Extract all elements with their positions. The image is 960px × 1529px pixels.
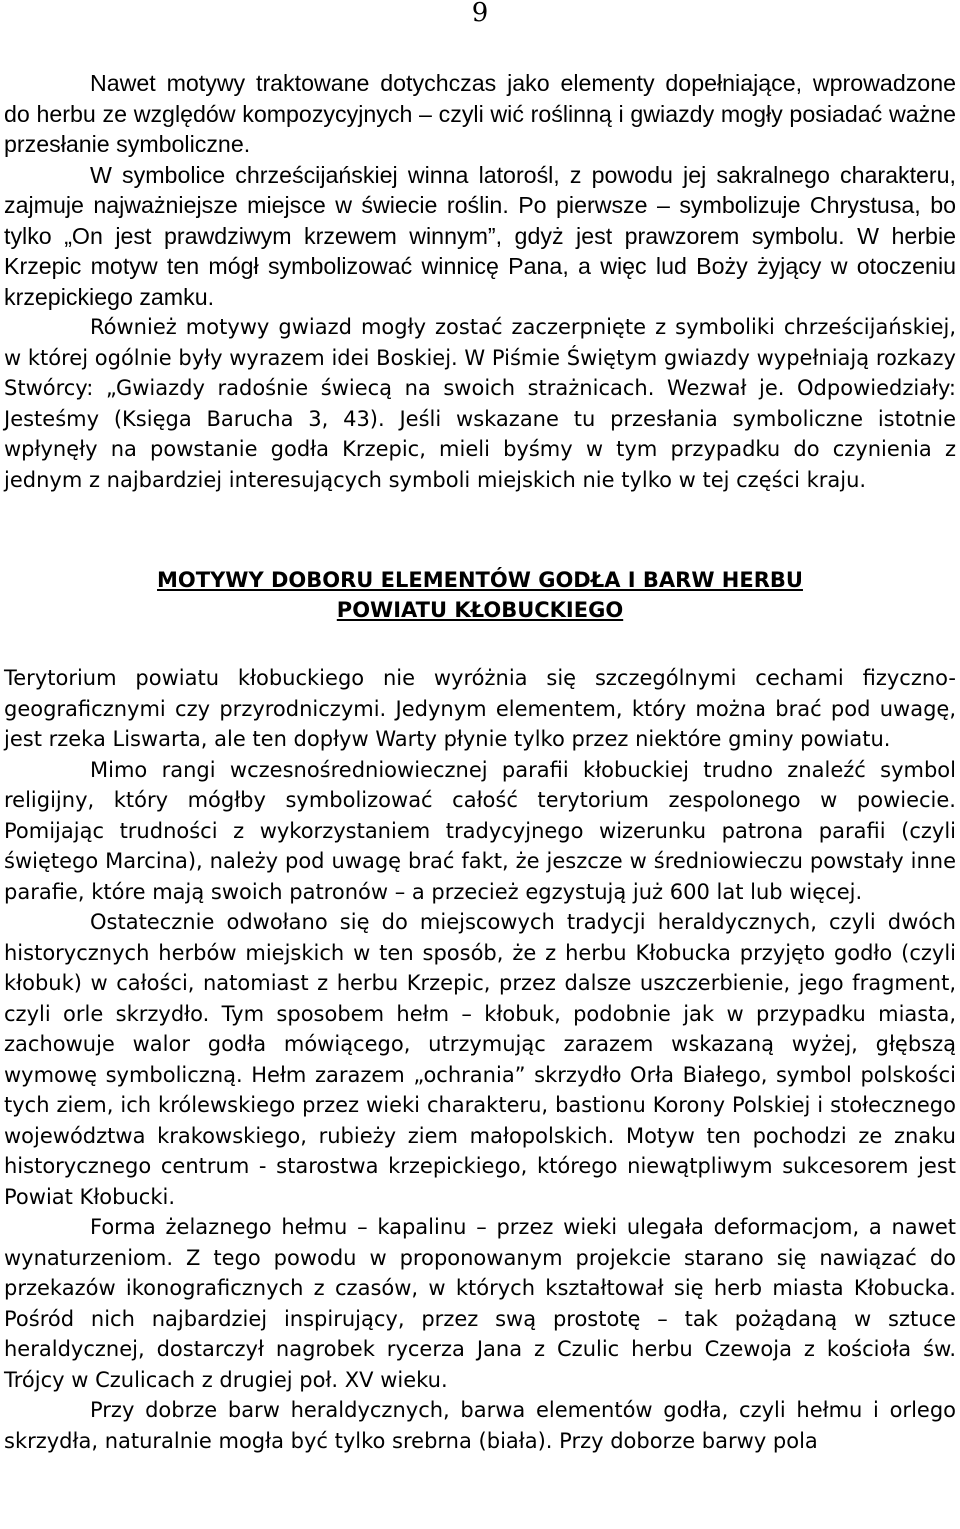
page-number: 9	[471, 0, 489, 28]
paragraph: Mimo rangi wczesnośredniowiecznej parafii kłobuckiej trudno znaleźć symbol religijny, który mógłby symbolizować całość terytorium zespolonego w powiecie. Pomijając trudności z wykorzystaniem tradycyjnego wizerunku patrona parafii (czyli świętego Marcina), należy pod uwagę brać fakt, że jeszcze w średniowieczu powstały inne parafie, które mają swoich patronów – a przecież egzystują już 600 lat lub więcej.	[4, 757, 956, 904]
paragraph: Ostatecznie odwołano się do miejscowych tradycji heraldycznych, czyli dwóch historycznych herbów miejskich w ten sposób, że z herbu Kłobucka przyjęto godło (czyli kłobuk) w całości, natomiast z herbu Krzepic, przez dalsze uszczerbienie, jego fragment, czyli orle skrzydło. Tym sposobem hełm – kłobuk, podobnie jak w przypadku miasta, zachowuje walor godła mówiącego, utrzymując zarazem wskazaną wyżej, głębszą wymowę symboliczną. Hełm zarazem „ochrania” skrzydło Orła Białego, symbol polskości tych ziem, ich królewskiego przez wieki charakteru, bastionu Korony Polskiej i stołecznego województwa krakowskiego, rubieży ziem małopolskich. Motyw ten pochodzi ze znaku historycznego centrum - starostwa krzepickiego, którego niewątpliwym sukcesorem jest Powiat Kłobucki.	[4, 910, 956, 1209]
page-content	[4, 68, 956, 1456]
paragraph: Nawet motywy traktowane dotychczas jako elementy dopełniające, wprowadzone do herbu ze względów kompozycyjnych – czyli wić roślinną i gwiazdy mogły posiadać ważne przesłanie symboliczne.	[4, 70, 956, 157]
section-heading-line: MOTYWY DOBORU ELEMENTÓW GODŁA I BARW HERBU	[157, 568, 803, 592]
paragraph: Przy dobrze barw heraldycznych, barwa elementów godła, czyli hełmu i orlego skrzydła, naturalnie mogła być tylko srebrna (biała). Przy doborze barwy pola	[4, 1398, 956, 1453]
section-heading	[4, 565, 956, 625]
paragraph: Terytorium powiatu kłobuckiego nie wyróżnia się szczególnymi cechami fizyczno-geograficznymi czy przyrodniczymi. Jedynym elementem, który można brać pod uwagę, jest rzeka Liswarta, ale ten dopływ Warty płynie tylko przez niektóre gminy powiatu.	[4, 666, 956, 751]
section-heading-line: POWIATU KŁOBUCKIEGO	[336, 598, 624, 622]
paragraph: Forma żelaznego hełmu – kapalinu – przez wieki ulegała deformacjom, a nawet wynaturzeniom. Z tego powodu w proponowanym projekcie starano się nawiązać do przekazów ikonograficznych z czasów, w których kształtował się herb miasta Kłobucka. Pośród nich najbardziej inspirujący, przez swą prostotę – tak pożądaną w sztuce heraldycznej, dostarczył nagrobek rycerza Jana z Czulic herbu Czewoja z kościoła św. Trójcy w Czulicach z drugiej poł. XV wieku.	[4, 1215, 956, 1392]
paragraph: Również motywy gwiazd mogły zostać zaczerpnięte z symboliki chrześcijańskiej, w której ogólnie były wyrazem idei Boskiej. W Piśmie Świętym gwiazdy wypełniają rozkazy Stwórcy: „Gwiazdy radośnie świecą na swoich strażnicach. Wezwał je. Odpowiedziały: Jesteśmy (Księga Barucha 3, 43). Jeśli wskazane tu przesłania symboliczne istotnie wpłynęły na powstanie godła Krzepic, mieli byśmy w tym przypadku do czynienia z jednym z najbardziej interesujących symboli miejskich nie tylko w tej części kraju.	[4, 315, 956, 492]
paragraph: W symbolice chrześcijańskiej winna latorośl, z powodu jej sakralnego charakteru, zajmuje najważniejsze miejsce w świecie roślin. Po pierwsze – symbolizuje Chrystusa, bo tylko „On jest prawdziwym krzewem winnym”, gdyż jest prawzorem symbolu. W herbie Krzepic motyw ten mógł symbolizować winnicę Pana, a więc lud Boży żyjący w otoczeniu krzepickiego zamku.	[4, 161, 956, 310]
